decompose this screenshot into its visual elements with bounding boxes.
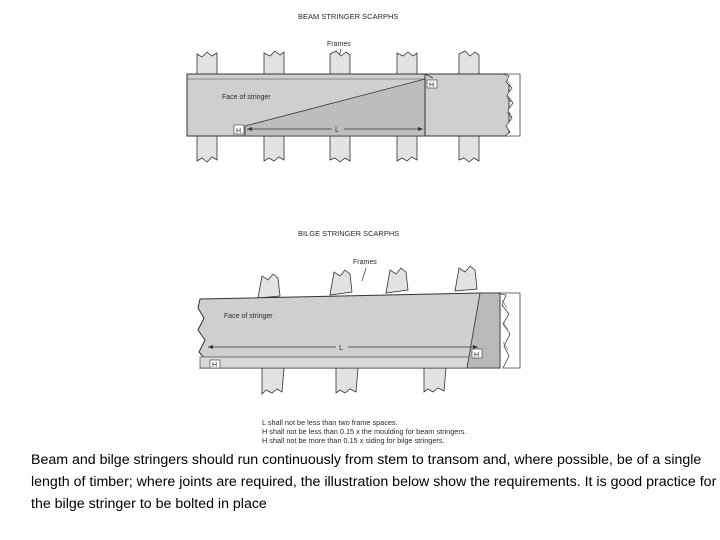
bilge-frames-label: Frames	[353, 259, 377, 266]
beam-section-title: BEAM STRINGER SCARPHS	[298, 12, 399, 21]
bilge-stringer-lower-strip	[200, 357, 500, 368]
beam-frames-bottom	[197, 136, 479, 162]
note-l: L shall not be less than two frame spaces.	[262, 418, 398, 427]
scarph-notes	[262, 418, 466, 445]
note-h-bilge: H shall not be more than 0.15 x siding for bilge stringers.	[262, 436, 445, 445]
beam-h-right-label: H	[429, 82, 435, 89]
beam-frames-label: Frames	[327, 41, 351, 48]
bilge-section-title: BILGE STRINGER SCARPHS	[298, 229, 400, 238]
note-h-beam: H shall not be less than 0.15 x the moulding for beam stringers.	[262, 427, 467, 436]
bilge-frames-bottom	[262, 368, 446, 394]
beam-face-label: Face of stringer	[222, 94, 271, 101]
beam-h-left-label: H	[236, 128, 242, 135]
beam-l-label: L	[335, 125, 340, 134]
bilge-frames-leader	[362, 268, 366, 281]
bilge-h-left-label: H	[212, 362, 218, 369]
bilge-l-label: L	[339, 343, 344, 352]
bilge-h-right-label: H	[474, 352, 480, 359]
bilge-stringer-figure	[198, 229, 520, 394]
bilge-face-label: Face of stringer	[224, 313, 273, 320]
bilge-frames-top	[258, 266, 477, 298]
beam-stringer-figure	[187, 12, 520, 162]
caption-text: Beam and bilge stringers should run continuously from stem to transom and, where possible, be of a single length of timber; where joints are required, the illustration below show the requirements. It is good practice for the bilge stringer to be bolted in place	[31, 452, 717, 512]
beam-frames-top	[197, 51, 479, 74]
